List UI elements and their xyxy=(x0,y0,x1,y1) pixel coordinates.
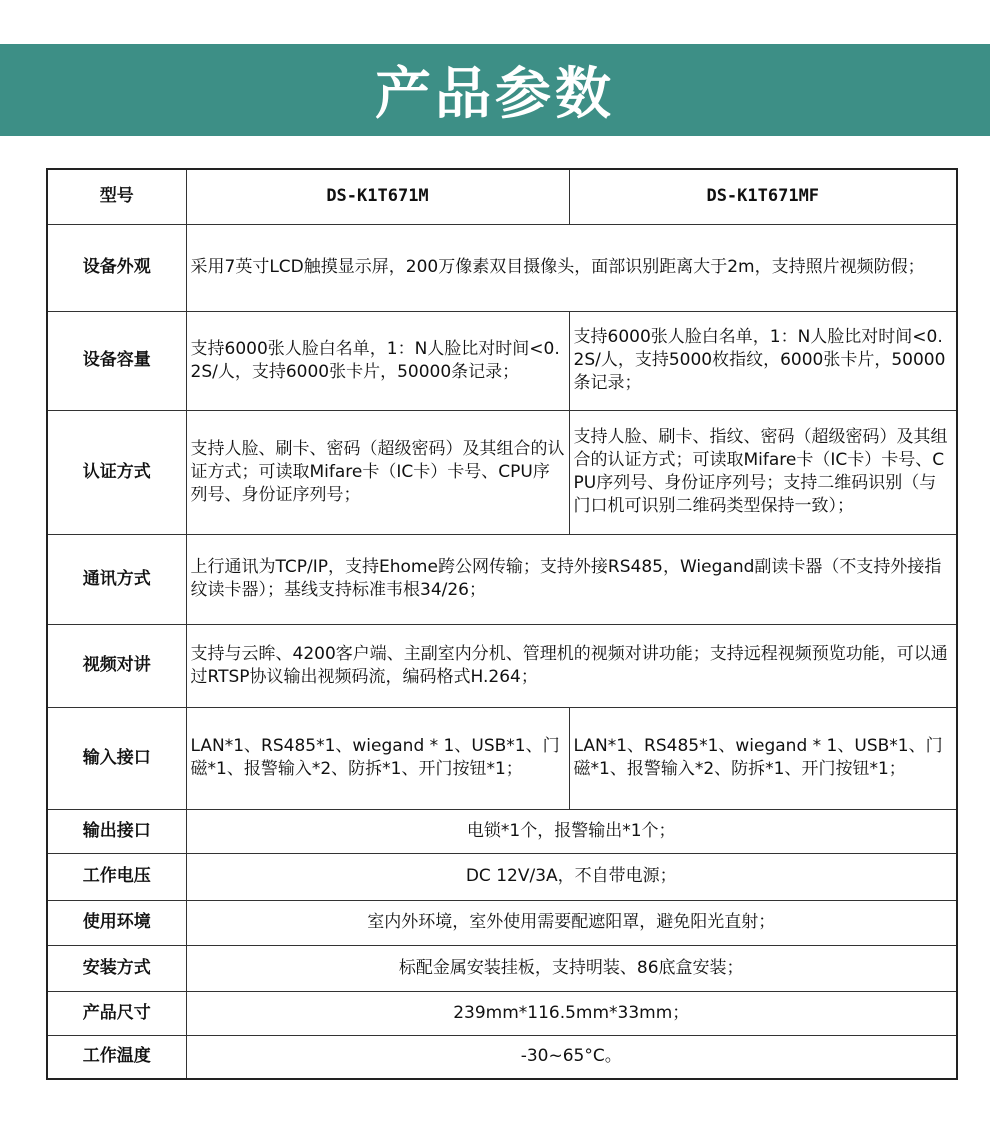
capacity-value-a: 支持6000张人脸白名单，1：N人脸比对时间<0.2S/人，支持6000张卡片，50000条记录； xyxy=(186,311,569,410)
table-row xyxy=(47,707,957,809)
capacity-value-b: 支持6000张人脸白名单，1：N人脸比对时间<0.2S/人，支持5000枚指纹，6000张卡片，50000条记录； xyxy=(569,311,957,410)
output-label: 输出接口 xyxy=(47,809,186,853)
auth-value-b: 支持人脸、刷卡、指纹、密码（超级密码）及其组合的认证方式；可读取Mifare卡（IC卡）卡号、CPU序列号、身份证序列号；支持二维码识别（与门口机可识别二维码类型保持一致）； xyxy=(569,410,957,534)
input-value-a: LAN*1、RS485*1、wiegand * 1、USB*1、门磁*1、报警输入*2、防拆*1、开门按钮*1； xyxy=(186,707,569,809)
table-row xyxy=(47,945,957,991)
temperature-value: -30~65°C。 xyxy=(186,1035,957,1079)
model-label: 型号 xyxy=(47,169,186,224)
appearance-value: 采用7英寸LCD触摸显示屏，200万像素双目摄像头，面部识别距离大于2m，支持照片视频防假； xyxy=(186,224,957,311)
table-row xyxy=(47,311,957,410)
size-label: 产品尺寸 xyxy=(47,991,186,1035)
comm-value: 上行通讯为TCP/IP，支持Ehome跨公网传输；支持外接RS485，Wiegand副读卡器（不支持外接指纹读卡器）；基线支持标准韦根34/26； xyxy=(186,534,957,624)
table-row xyxy=(47,991,957,1035)
table-row xyxy=(47,809,957,853)
table-row xyxy=(47,624,957,707)
input-label: 输入接口 xyxy=(47,707,186,809)
size-value: 239mm*116.5mm*33mm； xyxy=(186,991,957,1035)
model-a: DS-K1T671M xyxy=(186,169,569,224)
voltage-label: 工作电压 xyxy=(47,853,186,900)
table-row xyxy=(47,900,957,945)
capacity-label: 设备容量 xyxy=(47,311,186,410)
video-label: 视频对讲 xyxy=(47,624,186,707)
environment-value: 室内外环境，室外使用需要配遮阳罩，避免阳光直射； xyxy=(186,900,957,945)
spec-table xyxy=(46,168,958,1080)
auth-value-a: 支持人脸、刷卡、密码（超级密码）及其组合的认证方式；可读取Mifare卡（IC卡）卡号、CPU序列号、身份证序列号； xyxy=(186,410,569,534)
install-label: 安装方式 xyxy=(47,945,186,991)
auth-label: 认证方式 xyxy=(47,410,186,534)
environment-label: 使用环境 xyxy=(47,900,186,945)
appearance-label: 设备外观 xyxy=(47,224,186,311)
table-row xyxy=(47,169,957,224)
temperature-label: 工作温度 xyxy=(47,1035,186,1079)
header-banner xyxy=(0,44,990,136)
video-value: 支持与云眸、4200客户端、主副室内分机、管理机的视频对讲功能；支持远程视频预览功能，可以通过RTSP协议输出视频码流，编码格式H.264； xyxy=(186,624,957,707)
comm-label: 通讯方式 xyxy=(47,534,186,624)
output-value: 电锁*1个，报警输出*1个； xyxy=(186,809,957,853)
table-row xyxy=(47,410,957,534)
table-row xyxy=(47,853,957,900)
page-title: 产品参数 xyxy=(375,62,615,127)
table-row xyxy=(47,534,957,624)
voltage-value: DC 12V/3A，不自带电源； xyxy=(186,853,957,900)
input-value-b: LAN*1、RS485*1、wiegand * 1、USB*1、门磁*1、报警输入*2、防拆*1、开门按钮*1； xyxy=(569,707,957,809)
install-value: 标配金属安装挂板，支持明装、86底盒安装； xyxy=(186,945,957,991)
table-row xyxy=(47,224,957,311)
table-row xyxy=(47,1035,957,1079)
model-b: DS-K1T671MF xyxy=(569,169,957,224)
